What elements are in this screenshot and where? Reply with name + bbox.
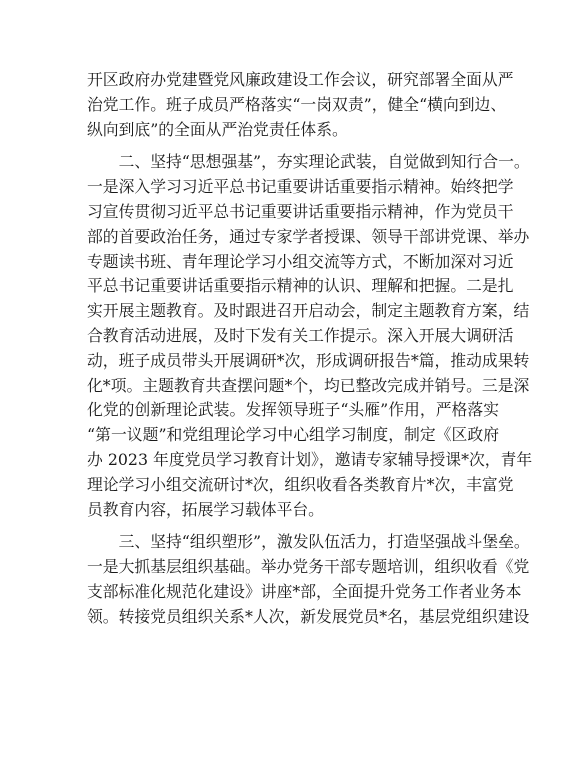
text-line: 领。转接党员组织关系*人次，新发展党员*名，基层党组织建设 [87, 606, 530, 626]
section-heading-line: 二、坚持“思想强基”，夯实理论武装，自觉做到知行合一。 [87, 152, 530, 172]
text-line: 合教育活动进展，及时下发有关工作提示。深入开展大调研活 [87, 325, 514, 345]
text-line: 平总书记重要讲话重要指示精神的认识、理解和把握。二是扎 [87, 276, 514, 296]
paragraph-spacer [87, 142, 499, 150]
paragraph-spacer [87, 522, 499, 530]
text-line: “第一议题”和党组理论学习中心组学习制度，制定《区政府 [87, 425, 499, 445]
document-body [87, 68, 533, 630]
paragraph-section-three [87, 530, 530, 629]
paragraph-party-meeting [87, 68, 514, 142]
text-line: 支部标准化规范化建设》讲座*部，全面提升党务工作者业务本 [87, 581, 522, 601]
text-line: 专题读书班、青年理论学习小组交流等方式，不断加深对习近 [87, 251, 514, 271]
text-line: 一是深入学习习近平总书记重要讲话重要指示精神。始终把学 [87, 177, 514, 197]
text-line: 实开展主题教育。及时跟进召开启动会，制定主题教育方案，结 [87, 301, 530, 321]
text-line: 理论学习小组交流研讨*次，组织收看各类教育片*次，丰富党 [87, 474, 514, 494]
text-line: 部的首要政治任务，通过专家学者授课、领导干部讲党课、举办 [87, 226, 530, 246]
text-line: 办 2023 年度党员学习教育计划》，邀请专家辅导授课*次，青年 [87, 449, 533, 469]
text-line: 治党工作。班子成员严格落实“一岗双责”，健全“横向到边、 [87, 94, 507, 114]
section-heading-line: 三、坚持“组织塑形”，激发队伍活力，打造坚强战斗堡垒。 [87, 532, 530, 552]
text-line: 化*项。主题教育共查摆问题*个，均已整改完成并销号。三是深 [87, 375, 530, 395]
text-line: 一是大抓基层组织基础。举办党务干部专题培训，组织收看《党 [87, 557, 530, 577]
text-line: 开区政府办党建暨党风廉政建设工作会议，研究部署全面从严 [87, 70, 514, 89]
text-line: 动，班子成员带头开展调研*次，形成调研报告*篇，推动成果转 [87, 350, 530, 370]
text-line: 纵向到底”的全面从严治党责任体系。 [87, 119, 348, 139]
text-line: 员教育内容，拓展学习载体平台。 [87, 499, 324, 519]
text-line: 化党的创新理论武装。发挥领导班子“头雁”作用，严格落实 [87, 400, 499, 420]
text-line: 习宣传贯彻习近平总书记重要讲话重要指示精神，作为党员干 [87, 201, 514, 221]
paragraph-section-two [87, 150, 533, 522]
